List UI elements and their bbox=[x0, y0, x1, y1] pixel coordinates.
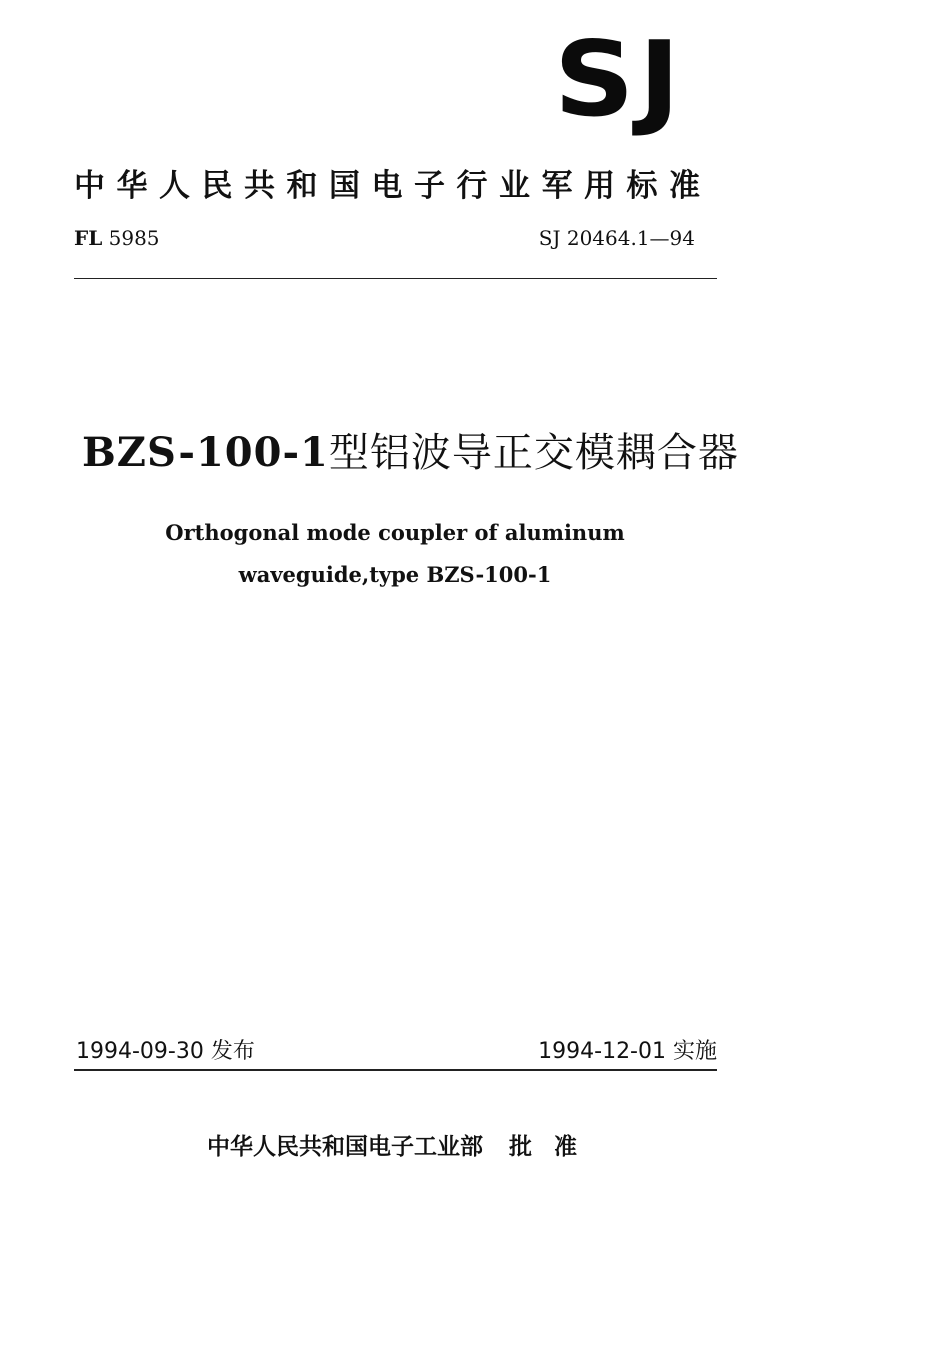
approval-word-2: 准 bbox=[554, 1134, 577, 1160]
title-chinese: 型铝波导正交模耦合器 bbox=[328, 430, 739, 476]
footer-divider bbox=[74, 1069, 717, 1071]
document-title bbox=[82, 421, 742, 478]
english-title-line-2: waveguide,type BZS-100-1 bbox=[238, 562, 552, 587]
english-title-line-1: Orthogonal mode coupler of aluminum bbox=[165, 520, 625, 545]
issue-date: 1994-09-30 发布 bbox=[76, 1039, 255, 1064]
sj-logo-text: SJ bbox=[553, 20, 685, 140]
title-model-number: BZS-100-1 bbox=[82, 429, 329, 476]
effective-date: 1994-12-01 实施 bbox=[538, 1039, 717, 1064]
approval-line bbox=[207, 1128, 577, 1161]
fl-number: 5985 bbox=[108, 226, 160, 250]
fl-prefix: FL bbox=[74, 226, 103, 250]
standard-title: 中华人民共和国电子行业军用标准 bbox=[74, 168, 712, 204]
approval-word-1: 批 bbox=[509, 1134, 532, 1160]
header-divider bbox=[74, 278, 717, 279]
fl-classification-code bbox=[74, 226, 160, 250]
approving-authority: 中华人民共和国电子工业部 bbox=[207, 1134, 483, 1160]
sj-standard-code: SJ 20464.1—94 bbox=[538, 226, 695, 250]
sj-logo bbox=[540, 20, 698, 140]
